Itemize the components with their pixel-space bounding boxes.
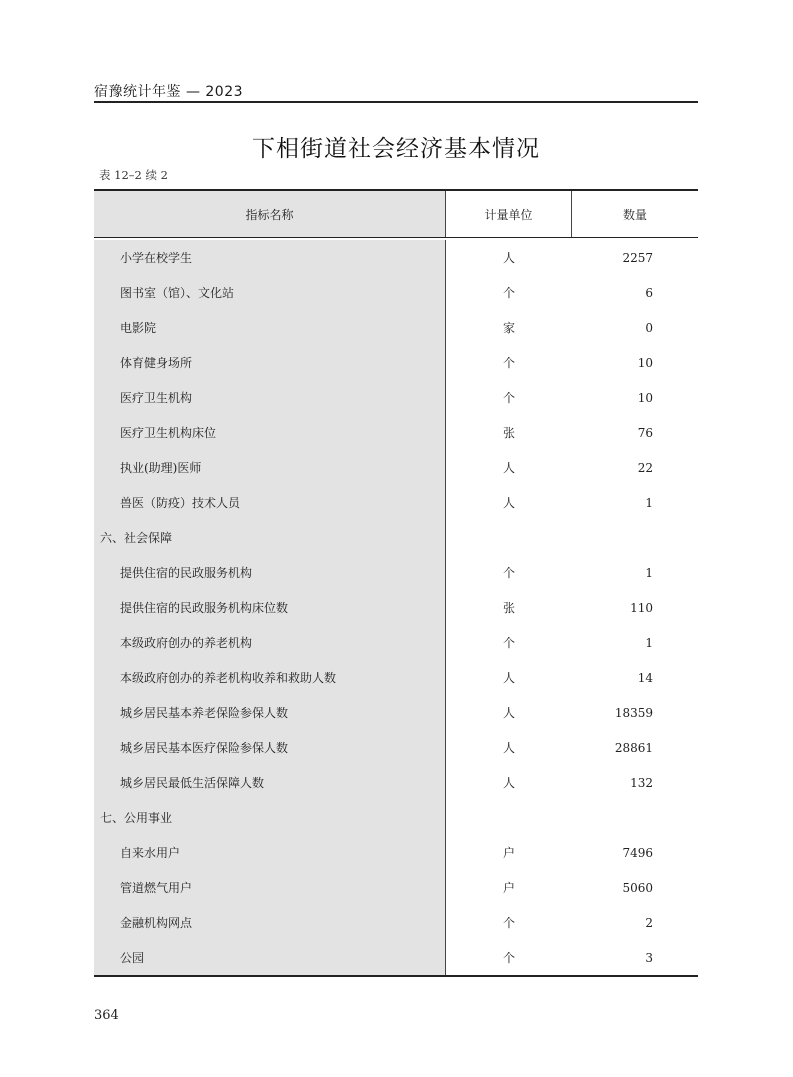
unit-cell: 户 — [502, 881, 515, 895]
indicator-name: 执业(助理)医师 — [94, 450, 446, 485]
unit-cell: 张 — [502, 601, 515, 615]
unit-cell: 个 — [502, 636, 515, 650]
table-header-row — [94, 191, 698, 237]
unit-cell: 个 — [502, 391, 515, 405]
table-row — [94, 870, 698, 905]
quantity-cell: 10 — [637, 390, 653, 405]
quantity-cell: 7496 — [622, 845, 653, 860]
statistics-table — [94, 189, 698, 977]
header-rule — [94, 101, 698, 103]
quantity-cell: 132 — [630, 775, 653, 790]
table-row — [94, 625, 698, 660]
indicator-name: 本级政府创办的养老机构 — [94, 625, 446, 660]
indicator-name: 城乡居民基本医疗保险参保人数 — [94, 730, 446, 765]
quantity-cell: 10 — [637, 355, 653, 370]
indicator-name: 医疗卫生机构 — [94, 380, 446, 415]
quantity-cell: 5060 — [622, 880, 653, 895]
unit-cell: 人 — [502, 776, 515, 790]
table-row — [94, 240, 698, 275]
indicator-name: 小学在校学生 — [94, 240, 446, 275]
indicator-name: 提供住宿的民政服务机构 — [94, 555, 446, 590]
column-header-unit: 计量单位 — [446, 191, 572, 237]
table-row — [94, 695, 698, 730]
indicator-name: 电影院 — [94, 310, 446, 345]
table-row — [94, 940, 698, 975]
column-header-quantity: 数量 — [622, 207, 647, 222]
indicator-name: 本级政府创办的养老机构收养和救助人数 — [94, 660, 446, 695]
table-row — [94, 310, 698, 345]
table-row — [94, 765, 698, 800]
quantity-cell — [572, 520, 698, 555]
table-row — [94, 415, 698, 450]
unit-cell: 个 — [502, 566, 515, 580]
unit-cell: 人 — [502, 251, 515, 265]
table-bottom-rule — [94, 975, 698, 977]
table-row — [94, 380, 698, 415]
table-row — [94, 450, 698, 485]
unit-cell — [446, 800, 572, 835]
quantity-cell: 28861 — [614, 740, 653, 755]
quantity-cell: 1 — [645, 495, 653, 510]
table-row — [94, 590, 698, 625]
quantity-cell: 18359 — [614, 705, 653, 720]
quantity-cell: 1 — [645, 565, 653, 580]
unit-cell: 张 — [502, 426, 515, 440]
section-heading: 六、社会保障 — [94, 520, 446, 555]
unit-cell: 个 — [502, 951, 515, 965]
unit-cell — [446, 520, 572, 555]
page-title: 下相街道社会经济基本情况 — [252, 136, 540, 162]
indicator-name: 城乡居民最低生活保障人数 — [94, 765, 446, 800]
indicator-name: 管道燃气用户 — [94, 870, 446, 905]
indicator-name: 兽医（防疫）技术人员 — [94, 485, 446, 520]
unit-cell: 个 — [502, 916, 515, 930]
quantity-cell: 2 — [645, 915, 653, 930]
table-row — [94, 485, 698, 520]
quantity-cell: 76 — [637, 425, 653, 440]
unit-cell: 个 — [502, 356, 515, 370]
indicator-name: 城乡居民基本养老保险参保人数 — [94, 695, 446, 730]
table-row — [94, 555, 698, 590]
unit-cell: 人 — [502, 461, 515, 475]
quantity-cell — [572, 800, 698, 835]
unit-cell: 人 — [502, 671, 515, 685]
quantity-cell: 14 — [637, 670, 653, 685]
table-row — [94, 660, 698, 695]
indicator-name: 提供住宿的民政服务机构床位数 — [94, 590, 446, 625]
quantity-cell: 2257 — [622, 250, 653, 265]
indicator-name: 自来水用户 — [94, 835, 446, 870]
unit-cell: 人 — [502, 741, 515, 755]
table-section-row — [94, 520, 698, 555]
running-head: 宿豫统计年鉴 — 2023 — [94, 84, 244, 100]
indicator-name: 金融机构网点 — [94, 905, 446, 940]
table-row — [94, 905, 698, 940]
quantity-cell: 1 — [645, 635, 653, 650]
unit-cell: 户 — [502, 846, 515, 860]
table-row — [94, 835, 698, 870]
indicator-name: 医疗卫生机构床位 — [94, 415, 446, 450]
table-body — [94, 238, 698, 975]
table-row — [94, 275, 698, 310]
unit-cell: 家 — [502, 321, 515, 335]
indicator-name: 体育健身场所 — [94, 345, 446, 380]
column-header-indicator: 指标名称 — [94, 191, 446, 237]
table-section-row — [94, 800, 698, 835]
section-heading: 七、公用事业 — [94, 800, 446, 835]
quantity-cell: 0 — [645, 320, 653, 335]
quantity-cell: 6 — [645, 285, 653, 300]
indicator-name: 公园 — [94, 940, 446, 975]
unit-cell: 个 — [502, 286, 515, 300]
table-row — [94, 730, 698, 765]
indicator-name: 图书室（馆）、文化站 — [94, 275, 446, 310]
unit-cell: 人 — [502, 706, 515, 720]
quantity-cell: 110 — [630, 600, 653, 615]
page-number: 364 — [94, 1008, 119, 1023]
quantity-cell: 3 — [645, 950, 653, 965]
table-code: 表 12–2 续 2 — [99, 168, 168, 182]
table-row — [94, 345, 698, 380]
quantity-cell: 22 — [637, 460, 653, 475]
unit-cell: 人 — [502, 496, 515, 510]
